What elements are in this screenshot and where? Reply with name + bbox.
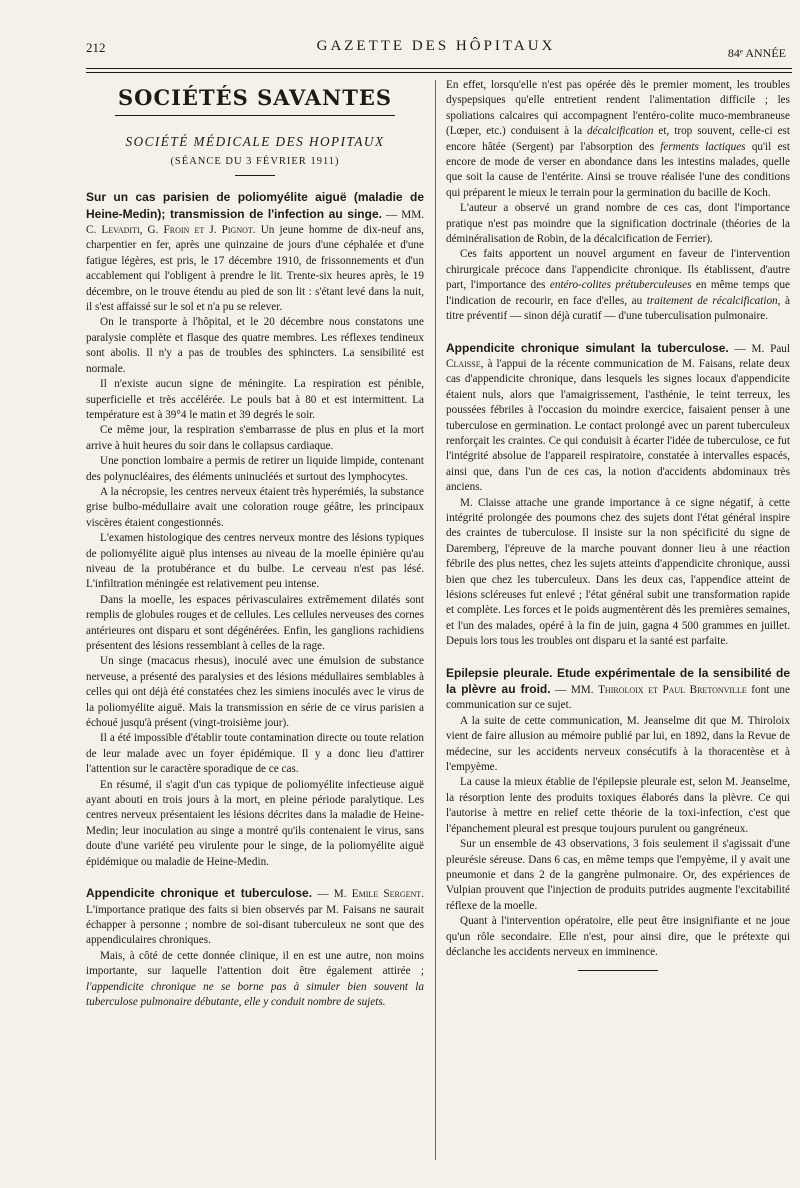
article-poliomyelite-title: Sur un cas parisien de poliomyélite aiguë (maladie de Heine-Medin); transmission de l'infection au singe.: [86, 190, 424, 221]
authors-prefix: — MM.: [381, 208, 424, 221]
article-epilepsie-intro: [446, 666, 790, 714]
article-authors: Claisse,: [446, 357, 484, 370]
header-rule-thin: [86, 72, 792, 73]
paragraph: A la suite de cette communication, M. Jeanselme dit que M. Thiroloix vient de faire allusion au mémoire publié par lui, en 1892, dans la Revue de médecine, sur les accidents nerveux consécutifs à la thoracentèse et à l'empyème.: [446, 714, 790, 774]
text-run: et, trop souvent, celle-ci est encore hâtée (Sergent) par l'absorption des: [446, 125, 790, 153]
text-run: en même temps que l'indication de recourir, en face d'elles, au: [446, 279, 790, 307]
paragraph: Il a été impossible d'établir toute contamination directe ou toute relation de leur malade avec un foyer épidémique. Il y a donc lieu d'attirer l'attention sur le caractère sporadique de ce cas.: [86, 732, 424, 776]
section-title: SOCIÉTÉS SAVANTES: [118, 85, 392, 110]
italic-run: décalcification: [587, 125, 654, 138]
article-claisse-title: Appendicite chronique simulant la tuberculose.: [446, 340, 729, 355]
article-authors: Emile Sergent.: [351, 888, 424, 901]
article-epilepsie-title: Epilepsie pleurale. Etude expérimentale de la sensibilité de la plèvre au froid.: [446, 665, 790, 697]
paragraph: [86, 949, 424, 1011]
page-number: 212: [86, 40, 106, 55]
article-claisse-intro: [446, 341, 790, 496]
article-poliomyelite-intro: [86, 190, 424, 315]
paragraph: Quant à l'intervention opératoire, elle peut être insignifiante et ne joue qu'un rôle secondaire. Elle n'est, pour ainsi dire, que le prétexte qui déclanche les accidents nerveux en imminence.: [446, 915, 790, 958]
paragraph: En résumé, il s'agit d'un cas typique de poliomyélite infectieuse aiguë ayant abouti en trois jours à la mort, en pleine période paralytique. Les centres nerveux présentaient les lésions décrites dans la maladie de Heine-Medin; leur inoculation au singe a montré qu'ils contenaient le virus, sans doute d'une variété peu virulente pour le singe, de la poliomyélite aiguë épidémique ou maladie de Heine-Medin.: [86, 778, 424, 868]
paragraph: La cause la mieux établie de l'épilepsie pleurale est, selon M. Jeanselme, la résorption lente des produits toxiques élaborés dans la plèvre. Ce qui l'autorise à mettre en relief cette théorie de la toxi-infection, c'est que l'épanchement pleural est presque toujours purulent ou gangréneux.: [446, 776, 790, 835]
running-title: GAZETTE DES HÔPITAUX: [316, 38, 556, 54]
italic-run: traitement de récalcification: [646, 294, 778, 307]
text-run: qu'il est encore de mode de verser en abondance dans les intestins malades, quelle que soit la cause de l'entérite. Ainsi se trouve réalisée l'une des conditions qui préparent le mieux le terrain pour la germination du bacille de Koch.: [446, 140, 790, 199]
paragraph-continued: [446, 78, 790, 201]
session-rule: [235, 175, 275, 176]
right-column: [446, 78, 790, 971]
paragraph: M. Claisse attache une grande importance à ce signe négatif, à cette intégrité prolongée des poumons chez des sujets dont l'état général inspire des craintes de tuberculose. Il insiste sur la non spécificité du signe de Daremberg, l'épreuve de la marche pouvant donner lieu à une réaction fébrile des plus nettes, chez les sujets atteints d'appendicite chronique, aussi bien que chez les tuberculeux. Dans les deux cas, l'appendice atteint de lésions scléreuses fut enlevé ; l'état général subit une transformation rapide et complète. Les forces et le poids augmentèrent dès les premières semaines, et l'un des malades, opéré à la fin de juin, gagna 4 500 grammes en juillet. Depuis lors tous les troubles ont disparu et la santé est parfaite.: [446, 496, 790, 648]
page-header: [86, 30, 786, 70]
italic-run: entéro-colites prétuberculeuses: [549, 279, 692, 292]
article-text: Un jeune homme de dix-neuf ans, charpentier en fer, après une quinzaine de jours d'une céphalée et d'une fatigue légères, est pris, le 17 décembre 1910, de frissonnements et d'un accablement qui l'obligent à prendre le lit. Trente-six heures après, le 19 décembre, on le trouve étendu au pied de son lit : s'étant levé dans la nuit, il s'est affaissé sur le sol et n'a pu se relever.: [86, 224, 424, 314]
authors-prefix: — MM.: [550, 684, 599, 697]
paragraph: Un singe (macacus rhesus), inoculé avec une émulsion de substance nerveuse, a présenté des paralysies et des lésions médullaires semblables à celles qui ont déjà été constatées chez les simiens inoculés avec le virus de la poliomyélite aiguë. Mais la transmission en série de ce virus parisien a échoué jusqu'à présent (vingt-troisième jour).: [86, 655, 424, 730]
italic-run: l'appendicite chronique ne se borne pas à simuler bien souvent la tuberculose pulmonaire débutante, elle y conduit nombre de sujets.: [86, 980, 424, 1008]
paragraph: On le transporte à l'hôpital, et le 20 décembre nous constatons une paralysie complète et flasque des quatre membres. Les réflexes tendineux sont abolis. Il n'y a pas de troubles des sphincters. La sensibilité est normale.: [86, 316, 424, 375]
paragraph: Dans la moelle, les espaces périvasculaires extrêmement dilatés sont remplis de globules rouges et de cellules. Les cellules nerveuses des cornes antérieures ont disparu et sont dégénérées. Enfin, les ganglions rachidiens présentent des lésions ressemblant à celles de la rage.: [86, 593, 424, 652]
article-text: à l'appui de la récente communication de M. Faisans, relate deux cas d'appendicite chronique, dans lesquels les signes locaux d'appendicite étaient nuls, alors que l'amaigrissement, l'asthénie, le teint terreux, les poussées fébriles à l'occasion du moindre exercice, faisaient penser à une tuberculose en germination. Le contact prolongé avec un parent tuberculeux renforçait les craintes. Ce qui conduisit à écarter l'idée de tuberculose, ce fut l'intégrité absolue de l'appareil respiratoire, constatée à intervalles espacés, ainsi que, dans l'un de ces cas, la notion d'accidents abdominaux très anciens.: [446, 357, 790, 494]
paragraph: Il n'existe aucun signe de méningite. La respiration est pénible, superficielle et très accélérée. Le pouls bat à 80 et est intermittent. La température est à 39°4 le matin et 39 degrés le soir.: [86, 378, 424, 421]
paragraph: L'auteur a observé un grand nombre de ces cas, dont l'importance pratique n'est pas moindre que la signification doctrinale (théories de la déminéralisation de Robin, de la décalcification de Ferrier).: [446, 202, 790, 246]
end-rule: [578, 970, 658, 971]
paragraph: Une ponction lombaire a permis de retirer un liquide limpide, contenant des polynucléaires, des éléments uninucléés et surtout des lymphocytes.: [86, 455, 424, 483]
left-column: [86, 78, 424, 1010]
session-date: (SÉANCE DU 3 FÉVRIER 1911): [170, 155, 340, 167]
text-run: Ces faits apportent un nouvel argument en faveur de l'intervention chirurgicale précoce dans l'appendicite chronique. Ils établissent, d'autre part, l'importance des: [446, 248, 790, 292]
column-divider: [435, 80, 436, 1160]
authors-prefix: — M.: [312, 888, 352, 901]
text-run: En effet, lorsqu'elle n'est pas opérée dès le premier moment, les troubles dyspepsiques qu'elle entretient rendent l'alimentation difficile ; les spoliations calcaires qui accompagnent l'entéro-colite muco-membraneuse (Lœper, etc.) conduisent à la: [446, 79, 790, 138]
text-run: Mais, à côté de cette donnée clinique, il en est une autre, non moins importante, sur laquelle l'attention doit être également attirée ;: [86, 949, 424, 978]
paragraph: L'examen histologique des centres nerveux montre des lésions typiques de poliomyélite aiguë plus intenses au niveau de la moelle épinière qu'au niveau de la protubérance et du bulbe. Le cerveau n'est pas lésé. L'infiltration méningée est relativement peu intense.: [86, 532, 424, 591]
article-authors: C. Levaditi, G. Froin et J. Pignot.: [86, 224, 256, 237]
section-rule: [115, 115, 395, 116]
header-rule: [86, 68, 792, 69]
italic-run: ferments lactiques: [660, 140, 746, 153]
paragraph: A la nécropsie, les centres nerveux étaient très hyperémiés, la substance grise bulbo-médullaire avait une coloration rouge géâtre, les principaux viscères étaient congestionnés.: [86, 485, 424, 529]
paragraph: Sur un ensemble de 43 observations, 3 fois seulement il s'agissait d'une pleurésie séreuse. Dans 6 cas, en même temps que l'empyème, il y avait une pneumonie et dans 2 de la gangrène pulmonaire. Or, des expériences de Vulpian prouvent que l'injection de produits putrides augmente l'excitabilité réflexe de la moelle.: [446, 838, 790, 912]
year-tag: 84ᵉ ANNÉE: [727, 46, 786, 60]
article-authors: Thiroloix et Paul Bretonville: [598, 684, 747, 697]
authors-prefix: — M. Paul: [728, 342, 790, 355]
article-appendicite-intro: [86, 886, 424, 949]
article-text: L'importance pratique des faits si bien observés par M. Faisans ne saurait échapper à personne ; nombre de soi-disant tuberculeux ne sont que des appendiculaires chroniques.: [86, 903, 424, 947]
society-name: SOCIÉTÉ MÉDICALE DES HOPITAUX: [125, 134, 385, 150]
text-run: , à titre préventif — sinon déjà curatif — d'une tuberculisation pulmonaire.: [446, 294, 790, 323]
paragraph: [446, 247, 790, 324]
article-text: font une communication sur ce sujet.: [446, 684, 790, 712]
article-appendicite-title: Appendicite chronique et tuberculose.: [86, 886, 313, 901]
paragraph: Ce même jour, la respiration s'embarrasse de plus en plus et la mort arrive à huit heures du soir dans le collapsus cardiaque.: [86, 424, 424, 452]
